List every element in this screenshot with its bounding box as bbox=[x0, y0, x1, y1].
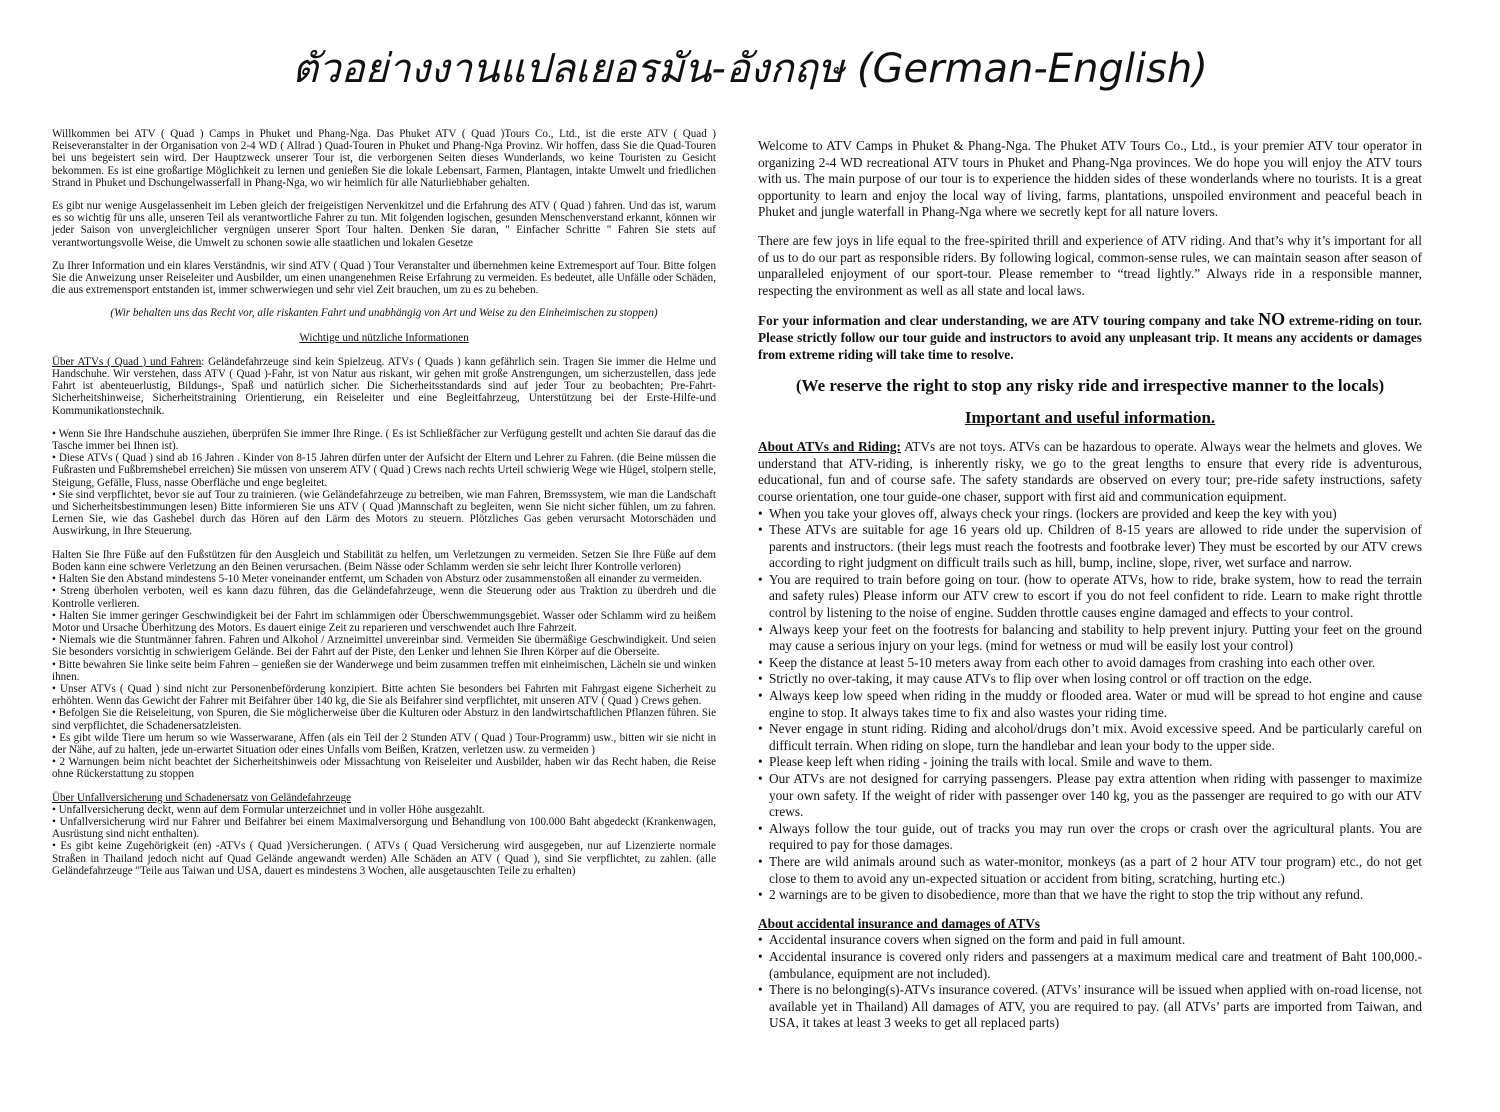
list-item: • Accidental insurance is covered only riders and passengers at a maximum medical care and treatment of Baht 100,000.- (ambulance, equipment are not included). bbox=[758, 949, 1422, 982]
english-bullets bbox=[758, 506, 1422, 904]
list-item: Halten Sie Ihre Füße auf den Fußstützen für den Ausgleich und Stabilität zu helfen, um Verletzungen zu vermeiden. Setzen Sie Ihre Füße auf dem Boden kann eine schwere Verletzung an den Beinen verursachen. (Beim Nässe oder Schlamm werden sie sehr leicht Ihrer Kontrolle verloren) bbox=[52, 548, 716, 573]
german-intro: Willkommen bei ATV ( Quad ) Camps in Phuket und Phang-Nga. Das Phuket ATV ( Quad )Tours Co., Ltd., ist die erste ATV ( Quad ) Reiseveranstalter in der Organisation von 2-4 WD ( Allrad ) Quad-Touren in Phuket und Phang-Nga Provinz. Wir hoffen, dass Sie die Quad-Touren bei uns begeistert sein wird. Der Hauptzweck unserer Tour ist, die verborgenen Seiten dieses Wunderlands, wo keine Touristen zu Gesicht bekommen. Es ist eine großartige Möglichkeit zu lernen und genießen Sie die lokale Lebensart, Farmen, Plantagen, intakte Umwelt und friedlichen Strand in Phuket und Dschungelwasserfall in Phang-Nga, wo wir heimlich für alle Naturliebhaber gehalten. bbox=[52, 128, 716, 189]
list-item: • Always keep low speed when riding in the muddy or flooded area. Water or mud will be spread to hot engine and cause engine to stop. It always takes time to fix and also wastes your riding time. bbox=[758, 688, 1422, 721]
list-item: • Halten Sie den Abstand mindestens 5-10 Meter voneinander entfernt, um Schaden von Absturz oder zusammenstoßen all einander zu vermeiden. bbox=[52, 573, 702, 586]
list-item: • There is no belonging(s)-ATVs insurance covered. (ATVs’ insurance will be issued when applied with on-road license, not available yet in Thailand) All damages of ATV, you are required to pay. (all ATVs’ parts are imported from Taiwan, and USA, it takes at least 3 weeks to get all replaced parts) bbox=[758, 982, 1422, 1032]
german-about-text: : Geländefahrzeuge sind kein Spielzeug. ATVs ( Quads ) kann gefährlich sein. Tragen Sie immer die Helme und Handschuhe. Wir verstehen, dass ATV ( Quad )-Fahr, ist von Natur aus riskant, wir gehen mit große Anstrengungen, um sicherzustellen, dass jede Fahrt ist abenteuerlustig, Bildungs-, Spaß und natürlich sicher. Die Sicherheitsstandards sind auf jeder Tour zu beobachten; Pre-Fahrt-Sicherheitshinweise, Sicherheitstraining Orientierung, ein Reiseleiter und eine Begleitfahrzeug, Unterstützung bei der Erste-Hilfe-und Kommunikationstechnik. bbox=[52, 355, 716, 417]
german-section-heading: Wichtige und nützliche Informationen bbox=[299, 331, 469, 344]
german-about-label: Über ATVs ( Quad ) und Fahren bbox=[52, 355, 202, 368]
english-paragraph-3-b: extreme-riding on tour. Please strictly follow our tour guide and instructors to avoid any unpleasant trip. It means any accidents or damages from extreme riding will take time to resolve. bbox=[758, 313, 1423, 362]
list-item: • 2 Warnungen beim nicht beachtet der Sicherheitshinweis oder Missachtung von Reiseleiter und Ausbilder, haben wir das Recht haben, die Reise ohne Rückerstattung zu stoppen bbox=[52, 756, 716, 781]
list-item: • Strictly no over-taking, it may cause ATVs to flip over when losing control or off traction on the edge. bbox=[758, 671, 1422, 688]
english-intro: Welcome to ATV Camps in Phuket & Phang-Nga. The Phuket ATV Tours Co., Ltd., is your premier ATV tour operator in organizing 2-4 WD recreational ATV tours in Phuket and Phang-Nga provinces. We do hope you will enjoy the ATV tours with us. The main purpose of our tour is to experience the hidden sides of these wonderlands where no tourists. It is a great opportunity to learn and enjoy the local way of living, farms, plantations, unspoiled environment and peaceful beach in Phuket and jungle waterfall in Phang-Nga where we secretly kept for all nature lovers. bbox=[758, 138, 1422, 220]
german-bullets-1 bbox=[52, 428, 716, 538]
list-item: • Accidental insurance covers when signed on the form and paid in full amount. bbox=[758, 932, 1422, 949]
german-paragraph-2: Es gibt nur wenige Ausgelassenheit im Leben gleich der freigeistigen Nervenkitzel und die Erfahrung des ATV ( Quad ) fahren. Und das ist, warum es so wichtig für uns alle, unseren Teil als verantwortliche Fahrer zu tun. Mit folgenden logischen, gesunden Menschenverstand erkannt, können wir jeder Saison von unvergleichlicher vergnügen unserer Sport Tour halten. Denken Sie daran, " Einfacher Schritte " Fahren Sie stets auf verantwortungsvolle Weise, die Umwelt zu schonen sowie alle staatlichen und lokalen Gesetze bbox=[52, 200, 716, 249]
list-item: • Streng überholen verboten, weil es kann dazu führen, das die Geländefahrzeuge, wenn die Steuerung oder aus Traktion zu überdreh und die Kontrolle verlieren. bbox=[52, 585, 716, 610]
english-paragraph-3-a: For your information and clear understanding, we are ATV touring company and take bbox=[758, 313, 1259, 329]
list-item: • When you take your gloves off, always check your rings. (lockers are provided and keep the key with you) bbox=[758, 506, 1422, 523]
list-item: • Diese ATVs ( Quad ) sind ab 16 Jahren . Kinder von 8-15 Jahren dürfen unter der Aufsicht der Eltern und Lehrer zu Fahren. (die Beine müssen die Fußrasten und Fußbremshebel erreichen) Sie müssen von unserem ATV ( Quad ) Crews nach rechts Urteil schwierig Wege wie Hügel, stolpern stelle, Steigung, Gefälle, Fluss, nasse Oberfläche und enge begleitet. bbox=[52, 452, 716, 489]
list-item: • Unfallversicherung wird nur Fahrer und Beifahrer bei einem Maximalversorgung und Behandlung von 100.000 Baht abgedeckt (Krankenwagen, Ausrüstung sind nicht enthalten). bbox=[52, 815, 716, 841]
list-item: • These ATVs are suitable for age 16 years old up. Children of 8-15 years are allowed to ride under the supervision of parents and instructors. (their legs must reach the footrests and footbrake lever) They must be escorted by our ATV crews according to right judgment on difficult trails such as hill, bump, incline, slope, river, wet surface and narrow. bbox=[758, 522, 1422, 572]
german-paragraph-3: Zu Ihrer Information und ein klares Verständnis, wir sind ATV ( Quad ) Tour Veranstalter und übernehmen keine Extremesport auf Tour. Bitte folgen Sie die Anweizung unser Reiseleiter und Ausbilder, um einen unangenehmen Reise Erfahrung zu vermeiden. Es bedeutet, alle Unfälle oder Schäden, die aus extremensport entstanden ist, immer schwerwiegen und sehr viel Zeit brauchen, um zu es zu beheben. bbox=[52, 259, 716, 297]
list-item: • Befolgen Sie die Reiseleitung, von Spuren, die Sie möglicherweise über die Kulturen oder Absturz in den landwirtschaftlichen Pflanzen führen. Sie sind verpflichtet, die Schadenersatzleisten. bbox=[52, 707, 716, 732]
list-item: • Es gibt keine Zugehörigkeit (en) -ATVs ( Quad )Versicherungen. ( ATVs ( Quad Versicherung wird ausgegeben, nur auf Lizenzierte normale Straßen in Thailand jedoch nicht auf Quad Gelände angewandt werden) Alle Schäden an ATV ( Quad ), sind Sie verpflichtet, zu zahlen. (alle Geländefahrzeuge "Teile aus Taiwan und USA, dauert es mindestens 3 Wochen, alle ausgetauschten Teile zu erhalten) bbox=[52, 840, 716, 877]
list-item: • You are required to train before going on tour. (how to operate ATVs, how to ride, brake system, how to read the terrain and safety rules) Please inform our ATV crew to escort if you do not feel confident to ride. Learn to make right throttle control by listening to the noise of engine. Sudden throttle causes engine damaged and effects to your control. bbox=[758, 572, 1422, 622]
english-paragraph-2: There are few joys in life equal to the free-spirited thrill and experience of ATV riding. And that’s why it’s important for all of us to do our part as responsible riders. By following logical, common-sense rules, we can maintain season after season of unparalleled enjoyment of our sport-tour. Please remember to “tread lightly.” Always ride in a responsible manner, respecting the environment as well as all state and local laws. bbox=[758, 232, 1422, 298]
german-insurance-heading: Über Unfallversicherung und Schadenersatz von Geländefahrzeuge bbox=[52, 791, 352, 804]
list-item: • Please keep left when riding - joining the trails with local. Smile and wave to them. bbox=[758, 754, 1422, 771]
german-column bbox=[52, 128, 716, 888]
list-item: • Never engage in stunt riding. Riding and alcohol/drugs don’t mix. Avoid excessive speed. And be particularly careful on difficult terrain. When riding on slope, turn the handlebar and lean your body to the upper side. bbox=[758, 721, 1422, 754]
english-about-paragraph bbox=[758, 439, 1422, 505]
english-paragraph-3 bbox=[758, 311, 1422, 363]
english-notice: (We reserve the right to stop any risky ride and irrespective manner to the locals) bbox=[795, 376, 1385, 396]
german-insurance-list bbox=[52, 804, 716, 877]
list-item: • Our ATVs are not designed for carrying passengers. Please pay extra attention when riding with passenger to maximize your own safety. If the weight of rider with passenger over 140 kg, you as the passenger are required to go with our ATV crews. bbox=[758, 771, 1422, 821]
list-item: • Sie sind verpflichtet, bevor sie auf Tour zu trainieren. (wie Geländefahrzeuge zu betreiben, wie man Fahren, Bremssystem, wie man die Landschaft und Sicherheitsbestimmungen lesen) Bitte informieren Sie uns ATV ( Quad )Mannschaft zu begleiten, wenn Sie nicht sicher fühlen, um zu fahren. Lernen Sie, wie das Gashebel durch das Hören auf den Lärm des Motors zu steuern. Plötzliches Gas geben verursacht Motorschäden und Auswirkung, in Ihre Steuerung. bbox=[52, 488, 716, 538]
english-no-emphasis: NO bbox=[1258, 309, 1286, 330]
list-item: • 2 warnings are to be given to disobedience, more than that we have the right to stop the trip without any refund. bbox=[758, 887, 1422, 904]
list-item: • Unfallversicherung deckt, wenn auf dem Formular unterzeichnet und in voller Höhe ausgezahlt. bbox=[52, 803, 485, 816]
list-item: • Unser ATVs ( Quad ) sind nicht zur Personenbeförderung konzipiert. Bitte achten Sie besonders bei Fahrten mit Fahrgast eigene Sicherheit zu erhöhten. Wenn das Gewicht der Fahrer mit Beifahrer über 140 kg, die Sie als Beifahrer sind verpflichtet, mit unseren ATV ( Quad ) Crews gehen. bbox=[52, 682, 716, 708]
list-item: • Niemals wie die Stuntmänner fahren. Fahren und Alkohol / Arzneimittel unvereinbar sind. Vermeiden Sie übermäßige Geschwindigkeit. Und seien Sie besonders vorsichtig in schwierigem Gelände. Bei der Fahrt auf der Piste, den Lenker und lehnen Sie Ihren Körper auf die Oberseite. bbox=[52, 634, 716, 659]
list-item: • Keep the distance at least 5-10 meters away from each other to avoid damages from crashing into each other over. bbox=[758, 655, 1422, 672]
list-item: • There are wild animals around such as water-monitor, monkeys (as a part of 2 hour ATV tour program) etc., do not get close to them to avoid any un-expected situation or accident from biting, scratching, hurting etc.) bbox=[758, 854, 1422, 887]
list-item: • Es gibt wilde Tiere um herum so wie Wasserwarane, Affen (als ein Teil der 2 Stunden ATV ( Quad ) Tour-Programm) usw., bitten wir sie nicht in der Nähe, auf zu halten, jede un-erwartet Situation oder eines Unfalls vom Beißen, Kratzen, verletzen usw. zu vermeiden ) bbox=[52, 731, 716, 756]
german-about-paragraph bbox=[52, 356, 716, 417]
list-item: • Halten Sie immer geringer Geschwindigkeit bei der Fahrt im schlammigen oder Überschwemmungsgebiet. Wasser oder Schlamm wird zu heißem Motor und Ursache Überhitzung des Motors. Es dauert einige Zeit zu reparieren und verschwendet auch Ihre Fahrzeit. bbox=[52, 609, 716, 634]
german-notice: (Wir behalten uns das Recht vor, alle riskanten Fahrt und unabhängig von Art und Weise zu den Einheimischen zu stoppen) bbox=[110, 307, 658, 320]
list-item: • Bitte bewahren Sie linke seite beim Fahren – genießen sie der Wanderwege und beim zusammen treffen mit einheimischen, Lächeln sie und winken ihnen. bbox=[52, 658, 716, 683]
list-item: • Always keep your feet on the footrests for balancing and stability to help prevent injury. Putting your feet on the ground may cause a serious injury on your legs. (mind for wetness or mud will be easily lost your control) bbox=[758, 622, 1422, 655]
english-column bbox=[758, 138, 1422, 1044]
english-about-label: About ATVs and Riding: bbox=[758, 439, 901, 455]
english-about-text: ATVs are not toys. ATVs can be hazardous to operate. Always wear the helmets and gloves. We understand that ATV-riding, is inherently risky, we go to the great lengths to ensure that every ride is adventurous, educational, fun and of course safe. The safety standards are observed on every tour; pre-ride safety instructions, safety course orientation, one tour guide-one chaser, support with first aid and communication equipment. bbox=[758, 439, 1422, 504]
english-insurance-heading: About accidental insurance and damages of ATVs bbox=[758, 915, 1040, 931]
english-insurance-list bbox=[758, 932, 1422, 1032]
page-title: ตัวอย่างงานแปลเยอรมัน-อังกฤษ (German-English) bbox=[292, 46, 1208, 92]
english-section-heading: Important and useful information. bbox=[964, 408, 1216, 428]
list-item: • Always follow the tour guide, out of tracks you may run over the crops or crash over the agricultural plants. You are required to pay for those damages. bbox=[758, 821, 1422, 854]
list-item: • Wenn Sie Ihre Handschuhe ausziehen, überprüfen Sie immer Ihre Ringe. ( Es ist Schließfächer zur Verfügung gestellt und achten Sie darauf das die Tasche immer bei Ihnen ist). bbox=[52, 427, 716, 453]
german-bullets-2 bbox=[52, 549, 716, 781]
